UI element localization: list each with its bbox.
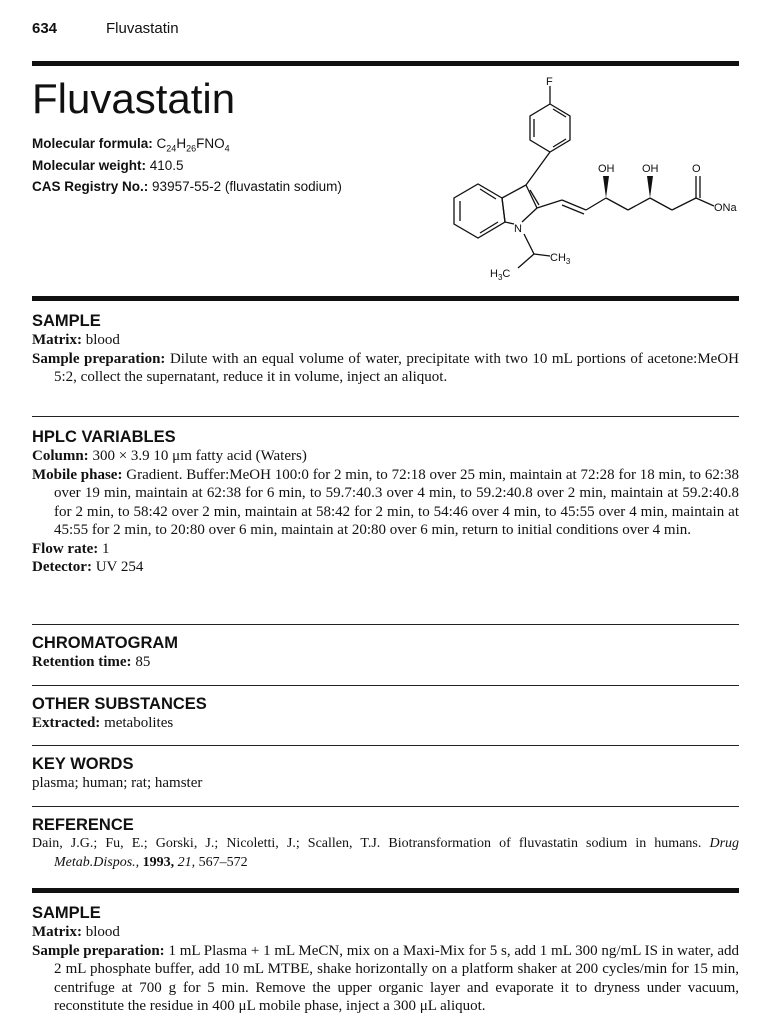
- molecular-weight: [32, 158, 184, 173]
- section-rule: [32, 745, 739, 746]
- cas-value: 93957-55-2 (fluvastatin sodium): [152, 179, 342, 194]
- section-rule: [32, 806, 739, 807]
- column-line: Column: 300 × 3.9 10 μm fatty acid (Waters): [32, 448, 307, 464]
- running-title: Fluvastatin: [106, 20, 179, 37]
- section-key-words: [32, 755, 739, 793]
- atom-n: N: [514, 223, 522, 235]
- wedge-bond-2: [647, 176, 653, 198]
- running-head: [32, 20, 179, 37]
- atom-f: F: [546, 76, 553, 88]
- page-number: 634: [32, 20, 58, 37]
- reference-citation: Dain, J.G.; Fu, E.; Gorski, J.; Nicoletti, J.; Scallen, T.J. Biotransformation of fluvastatin sodium in humans. Drug Metab.Dispos., 1993, 21, 567–572: [32, 836, 740, 870]
- sample-heading: SAMPLE: [32, 904, 101, 922]
- section-rule: [32, 624, 739, 625]
- atom-ona: ONa: [714, 202, 737, 214]
- mobile-phase-line: Mobile phase: Gradient. Buffer:MeOH 100:0 for 2 min, to 72:18 over 25 min, maintain at 72:28 for 18 min, to 62:38 over 19 min, maintain at 62:38 for 6 min, to 59.7:40.3 over 4 min, to 59.2:40.8 over 2 min, maintain at 59.2:40.8 for 2 min, to 58:42 over 2 min, maintain at 58:42 for 2 min, to 54:46 over 4 min, to 45:55 over 4 min, maintain at 45:55 for 2 min, to 20:80 over 6 min, maintain at 20:80 over 6 min, return to initial conditions over 4 min.: [32, 466, 740, 538]
- section-sample-1: [32, 312, 739, 387]
- reference-heading: REFERENCE: [32, 816, 134, 834]
- section-rule-thick-2: [32, 888, 739, 893]
- section-rule: [32, 685, 739, 686]
- formula-label: Molecular formula:: [32, 136, 153, 151]
- hplc-heading: HPLC VARIABLES: [32, 428, 176, 446]
- weight-value: 410.5: [149, 158, 184, 173]
- compound-title: Fluvastatin: [32, 75, 236, 122]
- top-rule: [32, 61, 739, 66]
- matrix-line: Matrix: blood: [32, 924, 120, 940]
- atom-oh-1: OH: [598, 163, 615, 175]
- section-other-substances: [32, 695, 739, 733]
- section-sample-2: [32, 904, 739, 1016]
- formula-value: $C_{24}H_{26}FNO_4$: [156, 136, 230, 154]
- other-substances-heading: OTHER SUBSTANCES: [32, 695, 207, 713]
- detector-line: Detector: UV 254: [32, 559, 144, 575]
- matrix-line: Matrix: blood: [32, 332, 120, 348]
- cas-label: CAS Registry No.:: [32, 179, 149, 194]
- key-words-heading: KEY WORDS: [32, 755, 134, 773]
- cas-registry: [32, 179, 342, 194]
- sample-prep-line: Sample preparation: Dilute with an equal volume of water, precipitate with two 10 mL portions of acetone:MeOH 5:2, collect the supernatant, reduce it in volume, inject an aliquot.: [32, 350, 740, 385]
- sample-prep-line: Sample preparation: 1 mL Plasma + 1 mL MeCN, mix on a Maxi-Mix for 5 s, add 1 mL 300 ng/mL IS in water, add 2 mL phosphate buffer, add 10 mL MTBE, shake horizontally on a platform shaker at 200 cycles/min for 15 min, centrifuge at 700 g for 5 min. Remove the upper organic layer and evaporate it to dryness under vacuum, reconstitute the residue in 400 μL mobile phase, inject a 300 μL aliquot.: [32, 942, 740, 1014]
- section-rule: [32, 416, 739, 417]
- section-hplc: [32, 428, 739, 577]
- chromatogram-heading: CHROMATOGRAM: [32, 634, 179, 652]
- atom-h3c: $H_3C$: [490, 268, 511, 282]
- weight-label: Molecular weight:: [32, 158, 147, 173]
- fluvastatin-structure: [438, 72, 748, 287]
- sample-heading: SAMPLE: [32, 312, 101, 330]
- structure-bonds: [454, 86, 714, 268]
- molecular-formula: [32, 136, 230, 154]
- flow-rate-line: Flow rate: 1: [32, 540, 110, 557]
- section-reference: [32, 816, 739, 872]
- section-rule-thick-1: [32, 296, 739, 301]
- extracted-line: Extracted: metabolites: [32, 715, 174, 731]
- section-chromatogram: [32, 634, 739, 672]
- atom-ch3: $CH_3$: [550, 252, 571, 266]
- atom-oh-2: OH: [642, 163, 659, 175]
- retention-time-line: Retention time: 85: [32, 654, 151, 670]
- atom-o: O: [692, 163, 701, 175]
- key-words-text: plasma; human; rat; hamster: [32, 775, 203, 791]
- wedge-bond-1: [603, 176, 609, 198]
